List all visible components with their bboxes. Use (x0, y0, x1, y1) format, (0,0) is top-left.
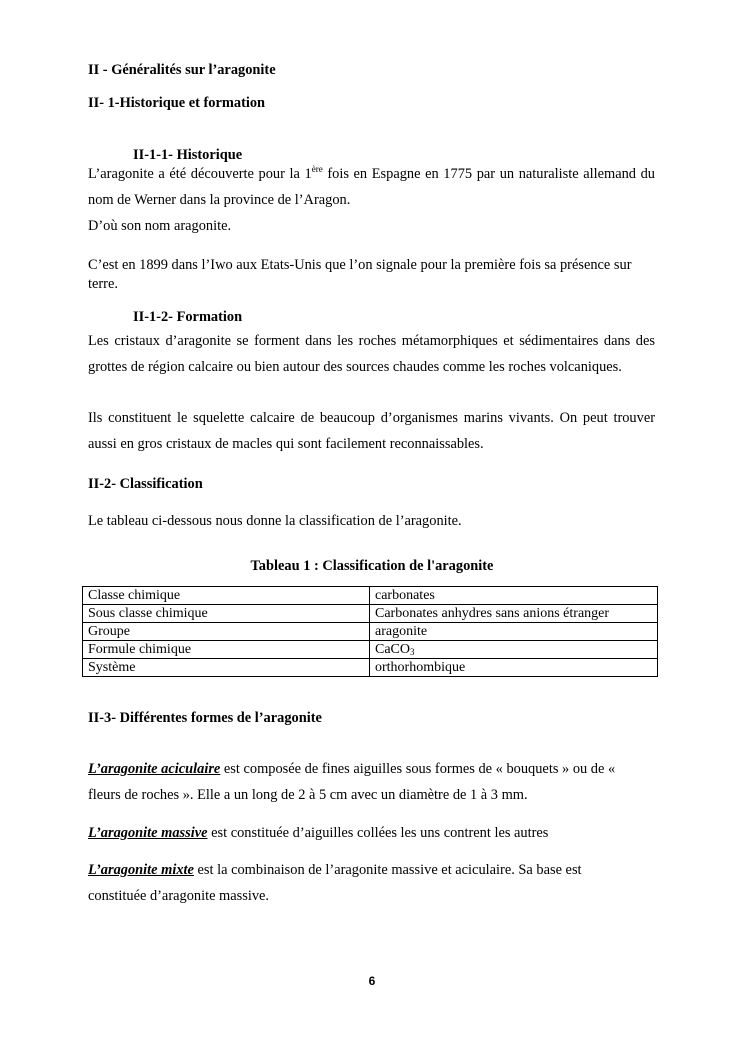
classification-table (82, 586, 658, 677)
paragraph (88, 757, 648, 808)
table-cell: Sous classe chimique (83, 605, 370, 623)
subsection-heading: II-2- Classification (88, 476, 203, 492)
table-cell: orthorhombique (370, 659, 658, 677)
subsection-heading: II-3- Différentes formes de l’aragonite (88, 710, 322, 726)
text: fois en Espagne en 1775 par un naturaliste allemand du nom de Werner dans la province de l’Aragon. (88, 166, 655, 208)
term: L’aragonite mixte (88, 862, 194, 878)
table-cell (370, 641, 658, 659)
section-heading: II - Généralités sur l’aragonite (88, 62, 276, 78)
paragraph: D’où son nom aragonite. (88, 218, 232, 234)
paragraph: Les cristaux d’aragonite se forment dans les roches métamorphiques et sédimentaires dans des grottes de région calcaire ou bien autour des sources chaudes comme les roches volcaniques. (88, 333, 655, 375)
table-caption: Tableau 1 : Classification de l'aragonite (250, 558, 494, 574)
table-row (83, 641, 658, 659)
table-cell: Classe chimique (83, 587, 370, 605)
text: est la combinaison de l’aragonite massive et aciculaire. Sa base est constituée d’aragonite massive. (88, 862, 582, 904)
term: L’aragonite aciculaire (88, 761, 221, 777)
paragraph: Le tableau ci-dessous nous donne la classification de l’aragonite. (88, 513, 462, 529)
page-number: 6 (368, 974, 376, 988)
table-row (83, 605, 658, 623)
table-row (83, 623, 658, 641)
text: L’aragonite a été découverte pour la 1 (88, 166, 312, 182)
subsubsection-heading: II-1-1- Historique (133, 147, 243, 163)
subscript: 3 (410, 647, 415, 657)
text: est constituée d’aiguilles collées les uns contrent les autres (207, 825, 549, 841)
table-cell: Carbonates anhydres sans anions étranger (370, 605, 658, 623)
paragraph (88, 858, 618, 909)
table-cell: Formule chimique (83, 641, 370, 659)
subsection-heading: II- 1-Historique et formation (88, 95, 266, 111)
table-cell: carbonates (370, 587, 658, 605)
table-cell: aragonite (370, 623, 658, 641)
text: CaCO (375, 642, 410, 657)
text: est composée de fines aiguilles sous formes de « bouquets » ou de « fleurs de roches ». Elle a un long de 2 à 5 cm avec un diamètre de 1 à 3 mm. (88, 761, 616, 803)
table-row (83, 587, 658, 605)
table-cell: Système (83, 659, 370, 677)
paragraph: C’est en 1899 dans l’Iwo aux Etats-Unis que l’on signale pour la première fois sa présence sur terre. (88, 257, 632, 292)
paragraph: Ils constituent le squelette calcaire de beaucoup d’organismes marins vivants. On peut trouver aussi en gros cristaux de macles qui sont facilement reconnaissables. (88, 410, 655, 452)
superscript: ère (311, 164, 323, 174)
term: L’aragonite massive (88, 825, 208, 841)
paragraph (88, 825, 548, 842)
paragraph (88, 162, 655, 213)
table-row (83, 659, 658, 677)
subsubsection-heading: II-1-2- Formation (133, 309, 243, 325)
table-cell: Groupe (83, 623, 370, 641)
